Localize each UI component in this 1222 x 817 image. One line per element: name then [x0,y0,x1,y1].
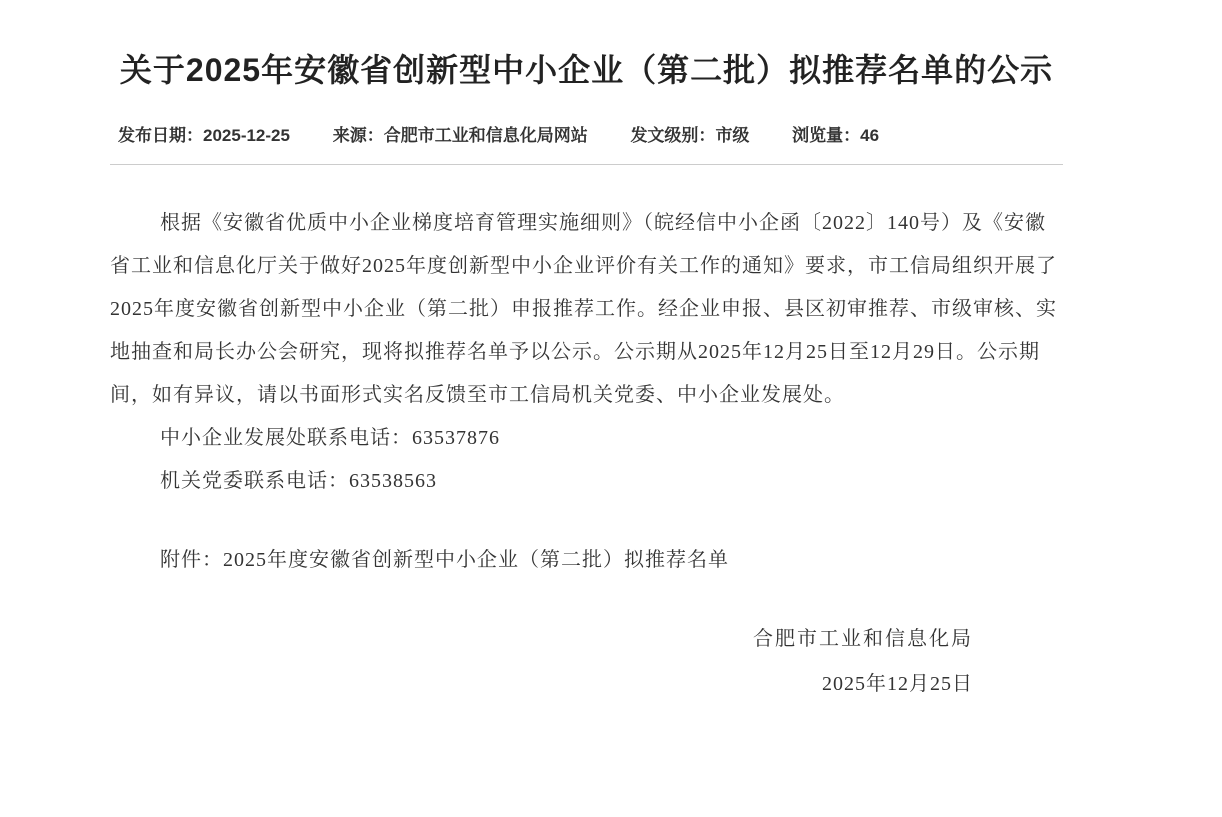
contact-party-number: 63538563 [349,470,437,492]
meta-doc-level-label: 发文级别： [630,126,716,145]
signature-org: 合肥市工业和信息化局 [753,628,973,650]
article-meta [110,124,1063,148]
signature-date: 2025年12月25日 [822,673,973,695]
meta-publish-date [118,126,290,145]
contact-line-party-committee [110,460,1063,503]
contact-line-sme-division [110,417,1063,460]
meta-source-value: 合肥市工业和信息化局网站 [383,126,588,145]
meta-source-label: 来源： [332,126,384,145]
meta-views [792,126,879,145]
page-title: 关于2025年安徽省创新型中小企业（第二批）拟推荐名单的公示 [119,52,1054,88]
contact-sme-label: 中小企业发展处联系电话： [160,427,412,449]
signature-block [110,617,1063,707]
meta-publish-date-value: 2025-12-25 [203,126,290,145]
meta-views-value: 46 [860,126,880,145]
attachment-label: 附件： [160,549,223,571]
body-paragraph: 根据《安徽省优质中小企业梯度培育管理实施细则》（皖经信中小企函〔2022〕140号）及《安徽省工业和信息化厅关于做好2025年度创新型中小企业评价有关工作的通知》要求，市工信局组织开展了2025年度安徽省创新型中小企业（第二批）申报推荐工作。经企业申报、县区初审推荐、市级审核、实地抽查和局长办公会研究，现将拟推荐名单予以公示。公示期从2025年12月25日至12月29日。公示期间，如有异议，请以书面形式实名反馈至市工信局机关党委、中小企业发展处。 [110,212,1057,406]
meta-views-label: 浏览量： [792,126,861,145]
attachment-row [110,539,1063,582]
meta-doc-level [630,126,749,145]
contact-sme-number: 63537876 [412,427,500,449]
article-content [110,0,1063,707]
contact-party-label: 机关党委联系电话： [160,470,349,492]
divider [110,164,1063,165]
meta-publish-date-label: 发布日期： [118,126,203,145]
attachment-link[interactable]: 2025年度安徽省创新型中小企业（第二批）拟推荐名单 [223,549,729,571]
meta-source [333,126,588,145]
meta-doc-level-value: 市级 [715,126,750,145]
